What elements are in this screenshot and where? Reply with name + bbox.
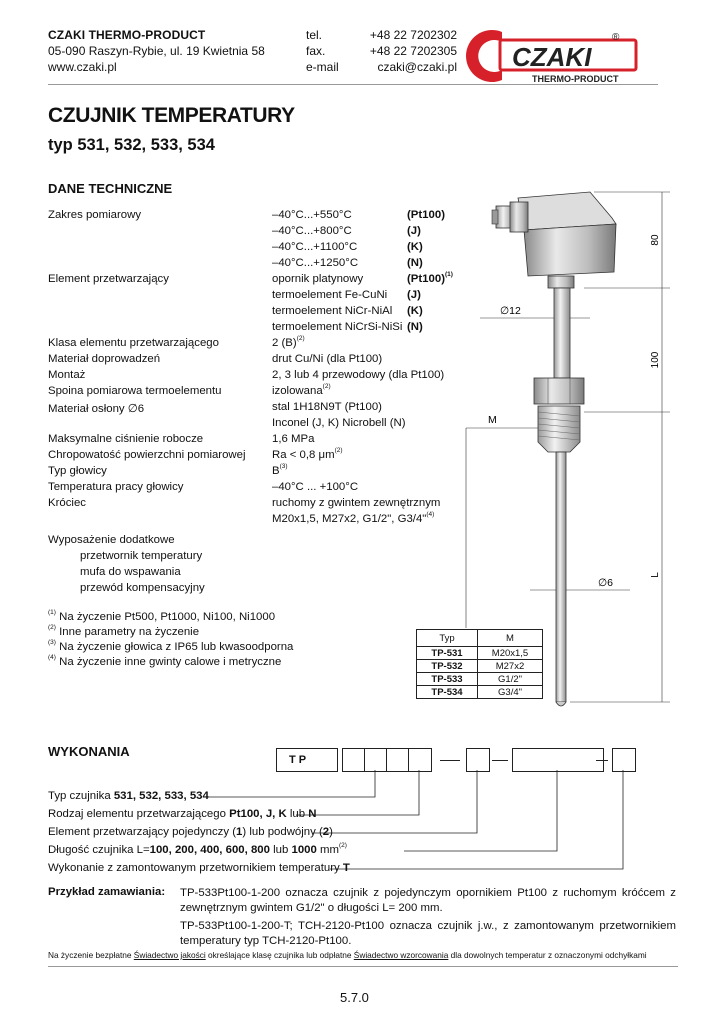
spec-label: Chropowatość powierzchni pomiarowej bbox=[48, 449, 246, 461]
spec-value-text: M20x1,5, M27x2, G1/2", G3/4" bbox=[272, 513, 427, 525]
spec-value bbox=[272, 273, 363, 285]
page-subtitle: typ 531, 532, 533, 534 bbox=[48, 136, 215, 154]
spec-value bbox=[272, 513, 434, 525]
code-dash bbox=[492, 760, 508, 761]
note-link-calibration: Świadectwo wzorcowania bbox=[353, 950, 449, 960]
footnote-mark: (4) bbox=[48, 654, 56, 661]
order-legend-code: N bbox=[308, 808, 317, 820]
spec-value-text: drut Cu/Ni (dla Pt100) bbox=[272, 353, 383, 365]
order-legend-code: 531, 532, 533, 534 bbox=[113, 790, 209, 802]
spec-code-text: (J) bbox=[407, 225, 421, 237]
spec-code-text: (N) bbox=[407, 257, 423, 269]
footnote-ref: (4) bbox=[426, 511, 435, 518]
spec-value bbox=[272, 401, 382, 413]
order-example-label: Przykład zamawiania: bbox=[48, 886, 166, 898]
spec-code-text: (J) bbox=[407, 289, 421, 301]
spec-value bbox=[272, 481, 358, 493]
footnote-ref: (3) bbox=[279, 463, 288, 470]
table-row bbox=[417, 660, 543, 673]
spec-value bbox=[272, 305, 392, 317]
order-heading: WYKONANIA bbox=[48, 744, 130, 759]
order-legend-text: ) bbox=[329, 826, 333, 838]
spec-value bbox=[272, 289, 387, 301]
order-legend-text: lub bbox=[269, 844, 292, 856]
fax-value: +48 22 7202305 bbox=[369, 44, 457, 58]
order-legend-line bbox=[48, 808, 316, 820]
note-link-quality: Świadectwo jakości bbox=[133, 950, 206, 960]
spec-value-text: termoelement NiCr-NiAl bbox=[272, 305, 393, 317]
footnote-ref: (2) bbox=[296, 335, 305, 342]
order-legend-text: mm bbox=[316, 844, 339, 856]
spec-value-text: B bbox=[272, 465, 280, 477]
spec-code-text: (Pt100) bbox=[407, 273, 445, 285]
table-cell: G1/2" bbox=[478, 673, 543, 686]
spec-value-text: termoelement NiCrSi-NiSi bbox=[272, 321, 403, 333]
footnote bbox=[48, 656, 281, 668]
footnote-text: Na życzenie inne gwinty calowe i metryczne bbox=[59, 656, 282, 668]
footnote-mark: (1) bbox=[48, 609, 56, 616]
order-legend-code: T bbox=[342, 862, 350, 874]
spec-value bbox=[272, 337, 305, 349]
spec-value-text: opornik platynowy bbox=[272, 273, 364, 285]
order-legend-code: 1 bbox=[236, 826, 243, 838]
page-title: CZUJNIK TEMPERATURY bbox=[48, 104, 295, 127]
spec-label: Montaż bbox=[48, 369, 86, 381]
table-cell: TP-532 bbox=[417, 660, 478, 673]
spec-value-text: ruchomy z gwintem zewnętrznym bbox=[272, 497, 441, 509]
order-legend-text: Wykonanie z zamontowanym przetwornikiem temperatury bbox=[48, 862, 343, 874]
note-text: określające klasę czujnika lub odpłatne bbox=[205, 950, 354, 960]
spec-label: Króciec bbox=[48, 497, 86, 509]
spec-value bbox=[272, 257, 358, 269]
spec-value-text: –40°C...+800°C bbox=[272, 225, 352, 237]
spec-label: Spoina pomiarowa termoelementu bbox=[48, 385, 222, 397]
order-legend-text: Element przetwarzający pojedynczy ( bbox=[48, 826, 237, 838]
spec-label: Maksymalne ciśnienie robocze bbox=[48, 433, 204, 445]
fax-label: fax. bbox=[306, 44, 326, 58]
logo-registered: ® bbox=[612, 32, 620, 43]
spec-label: Klasa elementu przetwarzającego bbox=[48, 337, 219, 349]
spec-label: Temperatura pracy głowicy bbox=[48, 481, 184, 493]
footnote-text: Inne parametry na życzenie bbox=[59, 626, 200, 638]
note-text: Na życzenie bezpłatne bbox=[48, 950, 134, 960]
table-cell: TP-531 bbox=[417, 647, 478, 660]
dim-M-label: M bbox=[488, 414, 497, 426]
spec-value bbox=[272, 353, 382, 365]
spec-value bbox=[272, 449, 343, 461]
spec-value-text: 2 (B) bbox=[272, 337, 297, 349]
table-row bbox=[417, 673, 543, 686]
spec-code bbox=[407, 289, 421, 301]
spec-value-text: 2, 3 lub 4 przewodowy (dla Pt100) bbox=[272, 369, 445, 381]
spec-value bbox=[272, 209, 352, 221]
email-label: e-mail bbox=[306, 60, 339, 74]
spec-value-text: Inconel (J, K) Nicrobell (N) bbox=[272, 417, 406, 429]
note-text: dla dowolnych temperatur z oznaczonymi odchyłkami bbox=[448, 950, 647, 960]
table-header: Typ bbox=[417, 630, 478, 647]
order-legend-text: ) lub podwójny ( bbox=[242, 826, 323, 838]
table-header: M bbox=[478, 630, 543, 647]
certificate-note bbox=[48, 950, 647, 960]
dim-80-label: 80 bbox=[650, 234, 661, 246]
code-box bbox=[408, 748, 432, 772]
dim-100-label: 100 bbox=[650, 351, 661, 369]
dim-d6-label: ∅6 bbox=[598, 577, 613, 589]
code-box bbox=[612, 748, 636, 772]
tel-label: tel. bbox=[306, 28, 323, 42]
spec-value-text: –40°C...+1250°C bbox=[272, 257, 359, 269]
footnote-mark: (2) bbox=[48, 624, 56, 631]
spec-value bbox=[272, 321, 402, 333]
accessory-item: przewód kompensacyjny bbox=[80, 582, 205, 594]
footnote-ref: (2) bbox=[334, 447, 343, 454]
header-rule bbox=[48, 84, 658, 85]
spec-code-text: (N) bbox=[407, 321, 423, 333]
company-address: 05-090 Raszyn-Rybie, ul. 19 Kwietnia 58 bbox=[48, 44, 265, 58]
table-row bbox=[417, 647, 543, 660]
code-box bbox=[466, 748, 490, 772]
code-box bbox=[364, 748, 388, 772]
order-example-1: TP-533Pt100-1-200 oznacza czujnik z pojedynczym opornikiem Pt100 z ruchomym króćcem z zewnętrznym gwintem G1/2" o długości L= 200 mm. bbox=[180, 887, 676, 914]
order-legend-code: 2 bbox=[322, 826, 330, 838]
spec-label: Typ głowicy bbox=[48, 465, 107, 477]
spec-value-text: –40°C ... +100°C bbox=[272, 481, 359, 493]
spec-value-text: stal 1H18N9T (Pt100) bbox=[272, 401, 382, 413]
code-box bbox=[386, 748, 410, 772]
spec-value-text: 1,6 MPa bbox=[272, 433, 315, 445]
spec-code bbox=[407, 225, 421, 237]
dim-L-label: L bbox=[650, 572, 661, 578]
spec-label: Element przetwarzający bbox=[48, 273, 169, 285]
footnote bbox=[48, 611, 275, 623]
code-box bbox=[342, 748, 366, 772]
order-legend-text: lub bbox=[286, 808, 309, 820]
order-legend-code: Pt100, J, K bbox=[229, 808, 287, 820]
footnote-ref: (2) bbox=[322, 383, 331, 390]
page-number: 5.7.0 bbox=[340, 990, 369, 1005]
order-legend-line bbox=[48, 826, 333, 838]
footnote-text: Na życzenie Pt500, Pt1000, Ni100, Ni1000 bbox=[59, 611, 276, 623]
code-box bbox=[512, 748, 604, 772]
company-name: CZAKI THERMO-PRODUCT bbox=[48, 28, 206, 42]
spec-value bbox=[272, 465, 288, 477]
spec-value bbox=[272, 417, 406, 429]
footnote bbox=[48, 641, 293, 653]
code-dash bbox=[596, 760, 608, 761]
order-legend-text: Długość czujnika L= bbox=[48, 844, 150, 856]
table-cell: TP-534 bbox=[417, 686, 478, 699]
accessories-label: Wyposażenie dodatkowe bbox=[48, 534, 175, 546]
spec-label: Materiał osłony ∅6 bbox=[48, 403, 145, 415]
dim-d12-label: ∅12 bbox=[500, 305, 521, 317]
tech-heading: DANE TECHNICZNE bbox=[48, 181, 173, 196]
footnote-mark: (3) bbox=[48, 639, 56, 646]
table-cell: M27x2 bbox=[478, 660, 543, 673]
order-legend-code: 1000 bbox=[291, 844, 317, 856]
spec-label: Zakres pomiarowy bbox=[48, 209, 142, 221]
table-cell: G3/4" bbox=[478, 686, 543, 699]
code-prefix-box: T P bbox=[276, 748, 338, 772]
spec-code-text: (K) bbox=[407, 305, 423, 317]
table-cell: TP-533 bbox=[417, 673, 478, 686]
thread-table bbox=[416, 629, 543, 699]
spec-value-text: –40°C...+1100°C bbox=[272, 241, 358, 253]
spec-value-text: izolowana bbox=[272, 385, 323, 397]
company-www[interactable]: www.czaki.pl bbox=[48, 60, 117, 74]
order-legend-line bbox=[48, 844, 347, 856]
email-value[interactable]: czaki@czaki.pl bbox=[377, 60, 457, 74]
accessory-item: przetwornik temperatury bbox=[80, 550, 203, 562]
spec-code-text: (Pt100) bbox=[407, 209, 445, 221]
footnote-text: Na życzenie głowica z IP65 lub kwasoodporna bbox=[59, 641, 294, 653]
order-legend-text: Rodzaj elementu przetwarzającego bbox=[48, 808, 230, 820]
tel-value: +48 22 7202302 bbox=[369, 28, 457, 42]
table-cell: M20x1,5 bbox=[478, 647, 543, 660]
order-legend-text: Typ czujnika bbox=[48, 790, 114, 802]
czaki-logo bbox=[462, 26, 642, 86]
logo-subtext: THERMO-PRODUCT bbox=[532, 74, 619, 84]
spec-code-text: (K) bbox=[407, 241, 423, 253]
logo-text: CZAKI bbox=[512, 42, 592, 72]
spec-value-text: Ra < 0,8 μm bbox=[272, 449, 335, 461]
order-legend-code: 100, 200, 400, 600, 800 bbox=[149, 844, 270, 856]
spec-value bbox=[272, 433, 314, 445]
accessory-item: mufa do wspawania bbox=[80, 566, 181, 578]
footnote-ref: (2) bbox=[339, 842, 347, 849]
spec-value bbox=[272, 241, 357, 253]
spec-value bbox=[272, 225, 352, 237]
spec-value-text: termoelement Fe-CuNi bbox=[272, 289, 388, 301]
code-dash bbox=[440, 760, 460, 761]
order-legend-line bbox=[48, 790, 209, 802]
spec-value-text: –40°C...+550°C bbox=[272, 209, 352, 221]
spec-value bbox=[272, 385, 331, 397]
footnote bbox=[48, 626, 199, 638]
table-row bbox=[417, 686, 543, 699]
spec-value bbox=[272, 497, 440, 509]
footer-rule bbox=[48, 966, 678, 967]
spec-value bbox=[272, 369, 444, 381]
footnote-ref: (1) bbox=[444, 271, 453, 278]
spec-label: Materiał doprowadzeń bbox=[48, 353, 161, 365]
order-example-2: TP-533Pt100-1-200-T; TCH-2120-Pt100 oznacza czujnik j.w., z zamontowanym przetwornikiem temperatury typ TCH-2120-Pt100. bbox=[180, 920, 676, 947]
order-legend-line bbox=[48, 862, 350, 874]
